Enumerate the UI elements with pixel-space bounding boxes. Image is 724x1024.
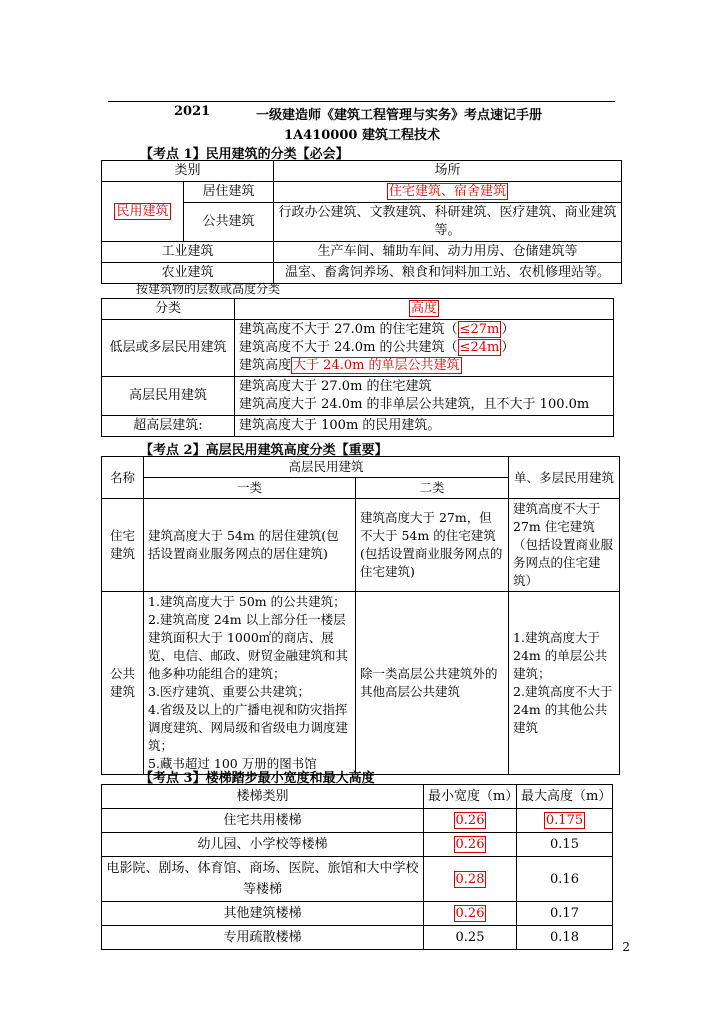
kp1-industrial-place: 生产车间、辅助车间、动力用房、仓储建筑等: [274, 242, 622, 263]
kp1-table: [101, 160, 622, 284]
kp2-res-c3: 建筑高度不大于 27m 住宅建筑（包括设置商业服务网点的住宅建筑）: [509, 499, 620, 592]
kp3-title: 【考点 3】楼梯踏步最小宽度和最大高度: [140, 771, 375, 786]
kp3-row-w: 0.25: [424, 926, 517, 950]
kp1-public-place: 行政办公建筑、文教建筑、科研建筑、医疗建筑、商业建筑等。: [274, 203, 622, 242]
page-number: 2: [622, 940, 630, 954]
kp1b-col-class: 分类: [102, 299, 235, 320]
kp2-res-c1: 建筑高度大于 54m 的居住建筑(包括设置商业服务网点的居住建筑): [144, 499, 356, 592]
kp3-row-h: 0.16: [517, 857, 613, 902]
kp3-table: [101, 784, 613, 950]
kp1b-low-desc: 建筑高度不大于 27.0m 的住宅建筑（ ≤27m ） 建筑高度不大于 24.0m 的公共建筑（ ≤24m ） 建筑高度 大于 24.0m 的单层公共建筑: [235, 320, 614, 377]
kp1-title: 【考点 1】民用建筑的分类【必会】: [140, 147, 349, 162]
kp1-civil: 民用建筑: [102, 182, 184, 242]
header-subtitle: 1A410000 建筑工程技术: [284, 128, 440, 143]
kp2-res: 住宅建筑: [102, 499, 144, 592]
kp3-row-type: 专用疏散楼梯: [102, 926, 424, 950]
kp1-public: 公共建筑: [184, 203, 274, 242]
header-year: 2021: [174, 104, 211, 119]
kp2-title: 【考点 2】高层民用建筑高度分类【重要】: [140, 443, 388, 458]
kp1-col-type: 类别: [102, 161, 274, 182]
kp1-agricultural: 农业建筑: [102, 263, 274, 284]
kp3-row-type: 其他建筑楼梯: [102, 902, 424, 926]
kp3-col-h: 最大高度（m）: [517, 785, 613, 809]
kp1b-high: 高层民用建筑: [102, 377, 235, 416]
kp2-col-cls1: 一类: [144, 478, 356, 499]
kp2-table: [101, 456, 620, 775]
kp1-residential-place: 住宅建筑、宿舍建筑: [274, 182, 622, 203]
kp3-row-h: 0.15: [517, 833, 613, 857]
kp3-row-type: 电影院、剧场、体育馆、商场、医院、旅馆和大中学校等楼梯: [102, 857, 424, 902]
kp3-row-w: 0.28: [424, 857, 517, 902]
kp3-row-h: 0.18: [517, 926, 613, 950]
kp1b-super-desc: 建筑高度大于 100m 的民用建筑。: [235, 416, 614, 437]
kp3-row-h: 0.17: [517, 902, 613, 926]
header-title: 一级建造师《建筑工程管理与实务》考点速记手册: [256, 108, 543, 123]
kp1b-super: 超高层建筑:: [102, 416, 235, 437]
kp1-agricultural-place: 温室、畜禽饲养场、粮食和饲料加工站、农机修理站等。: [274, 263, 622, 284]
kp2-col-multi: 单、多层民用建筑: [509, 457, 620, 499]
kp1-residential: 居住建筑: [184, 182, 274, 203]
kp1-col-place: 场所: [274, 161, 622, 182]
kp2-res-c2: 建筑高度大于 27m，但不大于 54m 的住宅建筑(包括设置商业服务网点的住宅建筑): [356, 499, 509, 592]
kp3-row-w: 0.26: [424, 902, 517, 926]
kp2-pub-c2: 除一类高层公共建筑外的其他高层公共建筑: [356, 592, 509, 775]
kp1b-caption: 按建筑物的层数或高度分类: [136, 282, 281, 296]
kp2-col-high: 高层民用建筑: [144, 457, 509, 478]
kp3-row-type: 幼儿园、小学校等楼梯: [102, 833, 424, 857]
kp2-pub-c3: 1.建筑高度大于 24m 的单层公共建筑； 2.建筑高度不大于 24m 的其他公共建筑: [509, 592, 620, 775]
kp3-row-w: 0.26: [424, 809, 517, 833]
kp3-col-type: 楼梯类别: [102, 785, 424, 809]
kp1b-col-height: 高度: [235, 299, 614, 320]
kp2-pub: 公共建筑: [102, 592, 144, 775]
kp2-pub-c1: 1.建筑高度大于 50m 的公共建筑； 2.建筑高度 24m 以上部分任一楼层建筑面积大于 1000㎡的商店、展览、电信、邮政、财贸金融建筑和其他多种功能组合的建筑； 3.医疗建筑、重要公共建筑； 4.省级及以上的广播电视和防灾指挥调度建筑、网局级和省级电力调度建筑； 5.藏书超过 100 万册的图书馆: [144, 592, 356, 775]
kp2-col-name: 名称: [102, 457, 144, 499]
kp3-col-w: 最小宽度（m）: [424, 785, 517, 809]
kp1b-table: [101, 298, 614, 437]
kp3-row-type: 住宅共用楼梯: [102, 809, 424, 833]
kp1b-high-desc: 建筑高度大于 27.0m 的住宅建筑 建筑高度大于 24.0m 的非单层公共建筑，且不大于 100.0m: [235, 377, 614, 416]
header-rule: [108, 101, 615, 102]
kp3-row-w: 0.26: [424, 833, 517, 857]
kp2-col-cls2: 二类: [356, 478, 509, 499]
kp1b-low: 低层或多层民用建筑: [102, 320, 235, 377]
kp1-industrial: 工业建筑: [102, 242, 274, 263]
kp3-row-h: 0.175: [517, 809, 613, 833]
